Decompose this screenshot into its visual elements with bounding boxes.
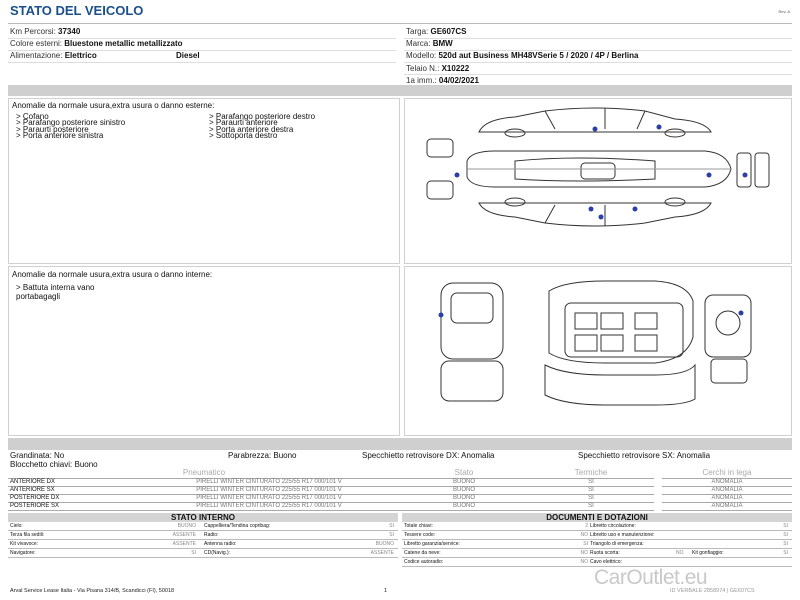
seats-area — [565, 303, 683, 357]
tire-model: PIRELLI WINTER CINTURATO 225/55 R17 000/101 V — [138, 494, 400, 502]
tire-cerchi: ANOMALIA — [662, 502, 792, 510]
car-front-view — [427, 139, 453, 157]
exterior-damage-list-1 — [16, 114, 125, 140]
car-side-top-wheel — [665, 129, 685, 137]
interior-car-diagram — [405, 267, 791, 435]
item-label: Navigatore: — [10, 550, 36, 556]
plate-label: Targa: — [406, 27, 429, 36]
exterior-car-diagram — [405, 99, 791, 263]
watermark-logo: CarOutlet.eu — [594, 566, 708, 589]
interior-damage-item: portabagagli — [16, 292, 61, 301]
tire-cerchi: ANOMALIA — [662, 494, 792, 502]
damage-marker — [439, 313, 444, 318]
fuel-extra-value: Diesel — [176, 51, 200, 61]
item-value: SI — [783, 541, 788, 547]
tire-cerchi: ANOMALIA — [662, 486, 792, 494]
footer-document-code: ID VERBALE 2858974 | GE607CS — [670, 588, 755, 594]
info-divider-1 — [8, 38, 396, 39]
vehicle-info-left — [10, 26, 390, 63]
seat — [575, 313, 597, 329]
list-item — [8, 522, 398, 531]
tire-termiche: SI — [528, 478, 654, 486]
car-side-top-wheel — [505, 129, 525, 137]
item-value: ASSENTE — [370, 550, 394, 556]
item-label: Catene da neve: — [404, 550, 441, 556]
tires-table — [8, 468, 792, 511]
fuel-row — [10, 50, 390, 62]
table-row — [8, 502, 792, 510]
car-side-bottom-pillar — [545, 205, 555, 223]
parabrezza-status: Parabrezza: Buono — [228, 451, 297, 460]
item-label: Libretto garanzia/service: — [404, 541, 460, 547]
item-value: SI — [783, 523, 788, 529]
registration-label: 1a imm.: — [406, 75, 437, 85]
color-label: Colore esterni: — [10, 39, 63, 49]
info-divider-6 — [404, 62, 792, 63]
registration-value: 04/02/2021 — [438, 75, 479, 85]
item-label: Tessere code: — [404, 532, 436, 538]
col-header-cerchi: Cerchi in lega — [662, 468, 792, 478]
item-value: NO — [580, 532, 588, 538]
chassis-value: X10222 — [441, 63, 470, 73]
item-label: Kit vivavoce: — [10, 541, 39, 547]
km-row — [10, 26, 390, 38]
mirror-sx-status: Specchietto retrovisore SX: Anomalia — [578, 451, 711, 460]
car-plan-roof — [581, 163, 615, 179]
item-value: NO — [676, 550, 684, 556]
item-value: SI — [389, 523, 394, 529]
table-row — [8, 494, 792, 502]
section-bar-bottom — [8, 438, 792, 450]
list-item — [8, 549, 398, 558]
exterior-damage-list-2 — [209, 114, 315, 140]
model-value: 520d aut Business MH48VSerie 5 / 2020 / 4P / Berlina — [438, 51, 639, 61]
model-label: Modello: — [406, 51, 437, 61]
list-item — [402, 531, 792, 540]
tire-model: PIRELLI WINTER CINTURATO 225/55 R17 000/101 V — [138, 478, 400, 486]
seat — [635, 313, 657, 329]
chassis-row — [406, 63, 792, 75]
tire-model: PIRELLI WINTER CINTURATO 225/55 R17 000/101 V — [138, 486, 400, 494]
item-value: NO — [580, 550, 588, 556]
tire-termiche: SI — [528, 494, 654, 502]
info-divider-4 — [404, 38, 792, 39]
info-divider-5 — [404, 50, 792, 51]
interior-diagram-panel — [404, 266, 792, 436]
color-row — [10, 38, 390, 50]
item-value: SI — [191, 550, 196, 556]
item-label: Antenna radio: — [204, 541, 237, 547]
car-side-bottom-wheel — [665, 198, 685, 206]
item-value: SI — [783, 550, 788, 556]
item-label: Totale chiavi: — [404, 523, 433, 529]
damage-marker — [743, 173, 748, 178]
status-line — [10, 451, 794, 469]
plate-value: GE607CS — [430, 27, 467, 36]
tire-model: PIRELLI WINTER CINTURATO 225/55 R17 000/101 V — [138, 502, 400, 510]
item-label: Libretto uso e manutenzione: — [590, 532, 655, 538]
interior-status-title: STATO INTERNO — [8, 513, 398, 522]
tire-termiche: SI — [528, 486, 654, 494]
list-item — [8, 531, 398, 540]
chassis-label: Telaio N.: — [406, 63, 440, 73]
info-divider-2 — [8, 50, 396, 51]
tire-position: POSTERIORE SX — [8, 502, 138, 510]
tire-position: POSTERIORE DX — [8, 494, 138, 502]
brand-value: BMW — [432, 39, 453, 49]
interior-damage-list — [16, 283, 95, 301]
trunk-inner — [451, 293, 493, 323]
car-side-top-pillar — [637, 111, 645, 129]
car-right-view — [737, 153, 751, 187]
item-value: 2 — [585, 523, 588, 529]
seat — [635, 335, 657, 351]
list-item — [402, 522, 792, 531]
key-lock-status: Blocchetto chiavi: Buono — [10, 460, 98, 469]
trunk-view — [441, 283, 503, 359]
interior-damage-item: > Battuta interna vano — [16, 283, 95, 292]
model-row — [406, 50, 792, 62]
exterior-damage-item: > Parafango posteriore sinistro — [16, 118, 126, 128]
col-header-termiche: Termiche — [528, 468, 654, 478]
item-label: Cavo elettrico: — [590, 559, 622, 565]
header-divider — [8, 23, 792, 24]
steering-wheel — [716, 311, 740, 335]
page-title: STATO DEL VEICOLO — [10, 3, 144, 18]
car-right-view-2 — [755, 153, 769, 187]
item-label: Triangolo di emergenza: — [590, 541, 644, 547]
exterior-damage-item: > Cofano — [16, 112, 49, 121]
revision-label: Rev. A — [778, 9, 790, 14]
item-value: BUONO — [375, 541, 394, 547]
tire-stato: BUONO — [400, 494, 528, 502]
documents-section — [402, 513, 792, 567]
exterior-damage-item: > Paraurti posteriore — [16, 124, 89, 134]
door-panels-view — [545, 365, 695, 405]
table-row — [8, 478, 792, 486]
tire-stato: BUONO — [400, 478, 528, 486]
damage-marker — [593, 127, 598, 132]
documents-title: DOCUMENTI E DOTAZIONI — [402, 513, 792, 522]
exterior-damage-item: > Parafango posteriore destro — [209, 112, 316, 121]
item-label: Terza fila sedili: — [10, 532, 45, 538]
rear-seat-view — [441, 361, 503, 401]
item-label: Ruota scorta: — [590, 550, 620, 556]
info-divider-3 — [8, 62, 396, 63]
col-header-stato: Stato — [400, 468, 528, 478]
exterior-damage-item: > Sottoporta destro — [209, 131, 278, 141]
table-row — [8, 486, 792, 494]
damage-marker — [599, 215, 604, 220]
tire-stato: BUONO — [400, 502, 528, 510]
list-item — [402, 540, 792, 549]
item-label: CD(Navig.): — [204, 550, 231, 556]
tire-position: ANTERIORE SX — [8, 486, 138, 494]
dashboard-view — [705, 295, 751, 357]
item-label: Cielo: — [10, 523, 23, 529]
damage-marker — [455, 173, 460, 178]
damage-marker — [657, 125, 662, 130]
interior-damage-title: Anomalie da normale usura,extra usura o danno interne: — [12, 270, 213, 279]
fuel-value: Elettrico — [64, 51, 97, 61]
brand-row — [406, 38, 792, 50]
grandinata-status: Grandinata: No — [10, 451, 65, 460]
item-label: Cappelliera/Tendina copribag: — [204, 523, 271, 529]
section-bar-top — [8, 85, 792, 96]
interior-status-section — [8, 513, 398, 558]
item-value: SI — [389, 532, 394, 538]
item-label: Libretto circolazione: — [590, 523, 636, 529]
car-side-top-pillar — [545, 111, 555, 129]
item-label: Codice autoradio: — [404, 559, 444, 565]
item-value: ASSENTE — [172, 532, 196, 538]
info-divider-7 — [404, 74, 792, 75]
footer-page-number: 1 — [384, 588, 388, 594]
item-value: SI — [583, 541, 588, 547]
exterior-damage-item: > Porta anteriore sinistra — [16, 131, 104, 141]
damage-marker — [739, 311, 744, 316]
damage-marker — [707, 173, 712, 178]
list-item — [402, 549, 792, 558]
km-label: Km Percorsi: — [10, 27, 56, 36]
item-value: SI — [783, 532, 788, 538]
seat — [601, 335, 623, 351]
mirror-dx-status: Specchietto retrovisore DX: Anomalia — [362, 451, 495, 460]
item-label: Kit gonfiaggio: — [692, 550, 724, 556]
brand-label: Marca: — [406, 39, 431, 49]
seat — [601, 313, 623, 329]
col-header-tire: Pneumatico — [8, 468, 400, 478]
vehicle-info-right — [406, 26, 792, 87]
exterior-damage-title: Anomalie da normale usura,extra usura o danno esterne: — [12, 101, 215, 110]
exterior-damage-item: > Porta anteriore destra — [209, 124, 294, 134]
item-value: NO — [580, 559, 588, 565]
tire-termiche: SI — [528, 502, 654, 510]
plate-row — [406, 26, 792, 38]
list-item — [8, 540, 398, 549]
tire-stato: BUONO — [400, 486, 528, 494]
tires-header-row — [8, 468, 792, 478]
exterior-damage-item: > Paraurti anteriore — [209, 118, 278, 128]
car-side-bottom-wheel — [505, 198, 525, 206]
footer-company: Arval Service Lease Italia - Via Pisana 314/B, Scandicci (FI), 50018 — [10, 588, 175, 594]
item-label: Radio: — [204, 532, 219, 538]
km-value: 37340 — [58, 27, 81, 36]
interior-damage-panel — [8, 266, 400, 436]
tire-cerchi: ANOMALIA — [662, 478, 792, 486]
car-rear-view — [427, 181, 453, 199]
exterior-damage-panel — [8, 98, 400, 264]
color-value: Bluestone metallic metallizzato — [64, 39, 183, 49]
tire-position: ANTERIORE DX — [8, 478, 138, 486]
fuel-label: Alimentazione: — [10, 51, 63, 61]
item-value: ASSENTE — [172, 541, 196, 547]
seat — [575, 335, 597, 351]
damage-marker — [589, 207, 594, 212]
damage-marker — [633, 207, 638, 212]
item-value: BUONO — [177, 523, 196, 529]
exterior-diagram-panel — [404, 98, 792, 264]
console-view — [711, 359, 747, 383]
